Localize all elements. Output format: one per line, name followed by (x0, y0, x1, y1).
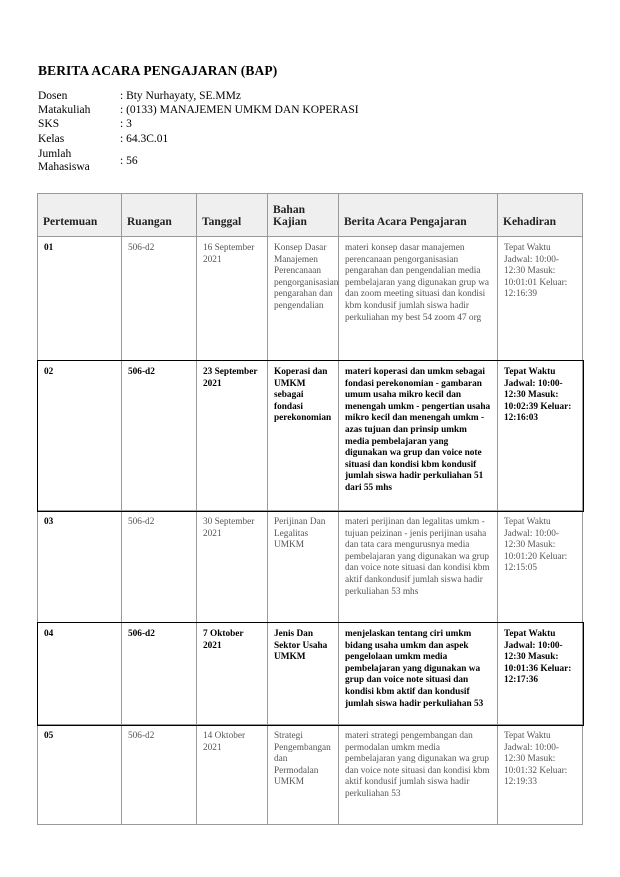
cell-kehadiran: Tepat Waktu Jadwal: 10:00-12:30 Masuk: 10:01:20 Keluar: 12:15:05 (498, 511, 583, 623)
info-row-sks (38, 117, 359, 131)
cell-kehadiran: Tepat Waktu Jadwal: 10:00-12:30 Masuk: 10:01:01 Keluar: 12:16:39 (498, 237, 583, 361)
info-label: SKS (38, 118, 60, 131)
info-value: : 56 (120, 154, 138, 167)
info-label: Kelas (38, 132, 65, 145)
header-tanggal: Tanggal (197, 194, 268, 237)
cell-tanggal: 30 September 2021 (197, 511, 268, 623)
info-value: : 64.3C.01 (120, 132, 169, 145)
info-value: : (0133) MANAJEMEN UMKM DAN KOPERASI (120, 104, 359, 117)
cell-berita-acara: materi koperasi dan umkm sebagai fondasi perekonomian - gambaran umum usaha mikro kecil dan menengah umkm - pengertian usaha mikro kecil dan menengah umkm - azas tujuan dan prinsip umkm media pembelajaran yang digunakan wa grup dan voice note situasi dan kondisi kbm kondusif jumlah siswa hadir perkuliahan 51 dari 55 mhs (339, 361, 498, 511)
cell-pertemuan: 03 (38, 511, 122, 623)
table-row (38, 361, 583, 511)
cell-ruangan: 506-d2 (122, 725, 197, 825)
info-row-dosen (38, 89, 359, 103)
table-row (38, 237, 583, 361)
cell-kehadiran: Tepat Waktu Jadwal: 10:00-12:30 Masuk: 10:01:32 Keluar: 12:19:33 (498, 725, 583, 825)
cell-bahan-kajian: Perijinan Dan Legalitas UMKM (268, 511, 339, 623)
header-bahan-kajian: Bahan Kajian (268, 194, 339, 237)
table-row (38, 725, 583, 825)
cell-ruangan: 506-d2 (122, 361, 197, 511)
cell-pertemuan: 02 (38, 361, 122, 511)
info-row-kelas (38, 132, 359, 146)
info-value: : 3 (120, 118, 132, 131)
cell-tanggal: 7 Oktober 2021 (197, 623, 268, 725)
table-row (38, 511, 583, 623)
cell-ruangan: 506-d2 (122, 511, 197, 623)
cell-pertemuan: 05 (38, 725, 122, 825)
cell-tanggal: 16 September 2021 (197, 237, 268, 361)
cell-bahan-kajian: Konsep Dasar Manajemen Perencanaan pengorganisasian pengarahan dan pengendalian (268, 237, 339, 361)
cell-berita-acara: materi konsep dasar manajemen perencanaan pengorganisasian pengarahan dan pengendalian media pembelajaran yang digunakan grup wa dan zoom meeting situasi dan kondisi kbm kondusif jumlah siswa hadir perkuliahan my best 54 zoom 47 org (339, 237, 498, 361)
course-info (38, 89, 359, 176)
cell-tanggal: 14 Oktober 2021 (197, 725, 268, 825)
info-row-jumlah-mahasiswa (38, 146, 359, 176)
cell-berita-acara: materi strategi pengembangan dan permodalan umkm media pembelajaran yang digunakan wa grup dan voice note situasi dan kondisi kbm aktif kondusif jumlah siswa hadir perkuliahan 53 (339, 725, 498, 825)
table-header-row (38, 194, 583, 237)
cell-ruangan: 506-d2 (122, 623, 197, 725)
info-label: Jumlah Mahasiswa (38, 147, 90, 173)
cell-bahan-kajian: Koperasi dan UMKM sebagai fondasi perekonomian (268, 361, 339, 511)
cell-berita-acara: materi perijinan dan legalitas umkm - tujuan peizinan - jenis perijinan usaha dan tata cara mengurusnya media pembelajaran yang digunakan wa grup dan voice note situasi dan kondisi kbm aktif dankondusif jumlah siswa hadir perkuliahan 53 mhs (339, 511, 498, 623)
cell-ruangan: 506-d2 (122, 237, 197, 361)
info-label: Matakuliah (38, 104, 91, 117)
header-berita-acara: Berita Acara Pengajaran (339, 194, 498, 237)
info-value: : Bty Nurhayaty, SE.MMz (120, 90, 241, 102)
header-ruangan: Ruangan (122, 194, 197, 237)
cell-kehadiran: Tepat Waktu Jadwal: 10:00-12:30 Masuk: 10:01:36 Keluar: 12:17:36 (498, 623, 583, 725)
info-label: Dosen (38, 90, 68, 102)
cell-bahan-kajian: Strategi Pengembangan dan Permodalan UMKM (268, 725, 339, 825)
cell-pertemuan: 01 (38, 237, 122, 361)
header-pertemuan: Pertemuan (38, 194, 122, 237)
cell-pertemuan: 04 (38, 623, 122, 725)
table-row (38, 623, 583, 725)
cell-tanggal: 23 September 2021 (197, 361, 268, 511)
page-title: BERITA ACARA PENGAJARAN (BAP) (38, 63, 278, 78)
info-row-matakuliah (38, 103, 359, 117)
header-kehadiran: Kehadiran (498, 194, 583, 237)
cell-kehadiran: Tepat Waktu Jadwal: 10:00-12:30 Masuk: 10:02:39 Keluar: 12:16:03 (498, 361, 583, 511)
bap-table (37, 193, 583, 825)
cell-bahan-kajian: Jenis Dan Sektor Usaha UMKM (268, 623, 339, 725)
cell-berita-acara: menjelaskan tentang ciri umkm bidang usaha umkm dan aspek pengelolaan umkm media pembelajaran yang digunakan wa grup dan voice note situasi dan kondisi kbm aktif dan kondusif jumlah siswa hadir perkuliahan 53 (339, 623, 498, 725)
